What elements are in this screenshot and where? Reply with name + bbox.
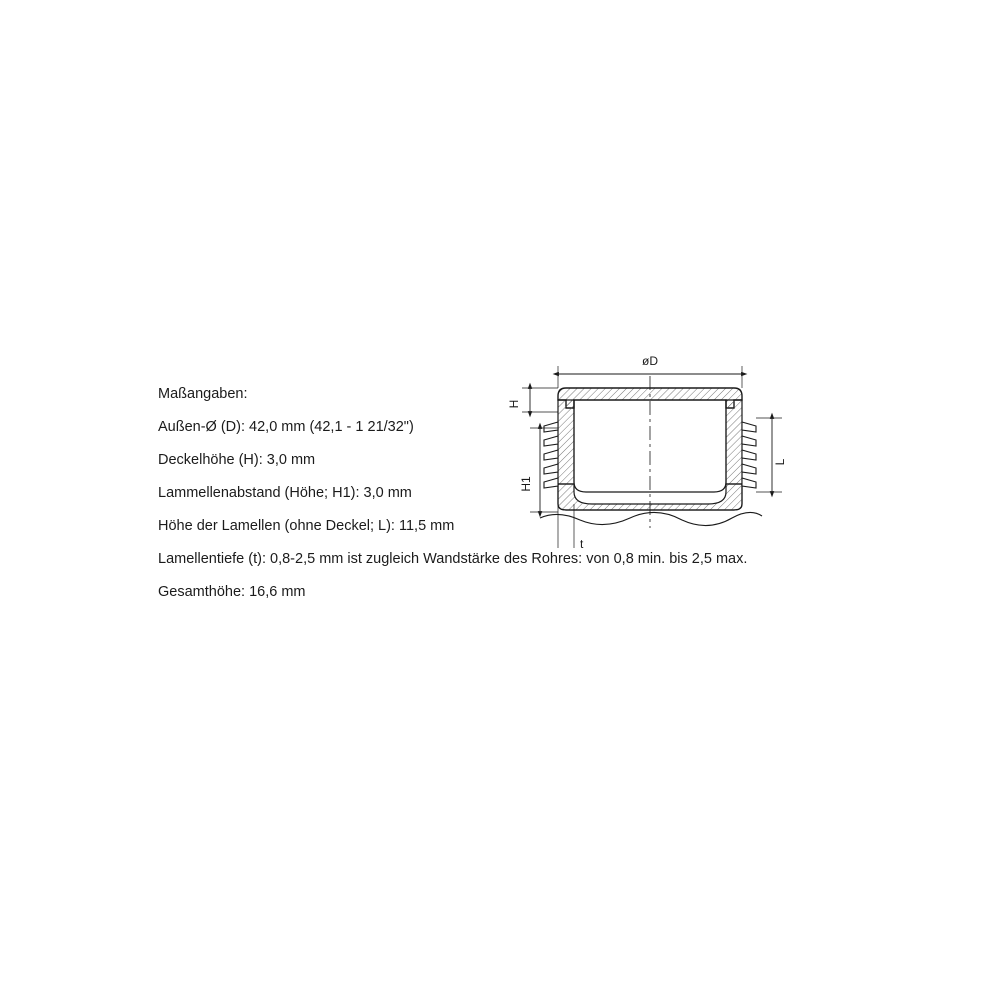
- break-line: [540, 512, 762, 525]
- spec-outer-diameter: Außen-Ø (D): 42,0 mm (42,1 - 1 21/32"): [158, 419, 414, 435]
- spec-heading: Maßangaben:: [158, 386, 248, 402]
- spec-lamella-pitch: Lammellenabstand (Höhe; H1): 3,0 mm: [158, 485, 412, 501]
- lamellae-right: [742, 422, 756, 488]
- spec-cap-height: Deckelhöhe (H): 3,0 mm: [158, 452, 316, 468]
- label-cap-height: H: [507, 399, 521, 409]
- label-lamella-pitch: H1: [519, 476, 533, 492]
- spec-lamella-length: Höhe der Lamellen (ohne Deckel; L): 11,5 mm: [158, 518, 455, 534]
- spec-total-height: Gesamthöhe: 16,6 mm: [158, 584, 306, 600]
- dim-wall-thickness: [558, 504, 584, 551]
- right-wall: [726, 400, 742, 484]
- technical-drawing: [500, 352, 800, 572]
- label-lamella-length: L: [773, 458, 787, 466]
- left-wall: [558, 400, 574, 484]
- label-wall-thickness: t: [580, 537, 584, 551]
- lamellae-left: [544, 422, 558, 488]
- dim-cap-height: [507, 388, 558, 412]
- cross-section-svg: [500, 352, 800, 572]
- spec-lamella-depth: Lamellentiefe (t): 0,8-2,5 mm ist zugleich Wandstärke des Rohres: von 0,8 min. bis 2,5 max.: [158, 551, 748, 567]
- label-outer-diameter: øD: [642, 354, 658, 368]
- dim-lamella-length: [756, 418, 787, 492]
